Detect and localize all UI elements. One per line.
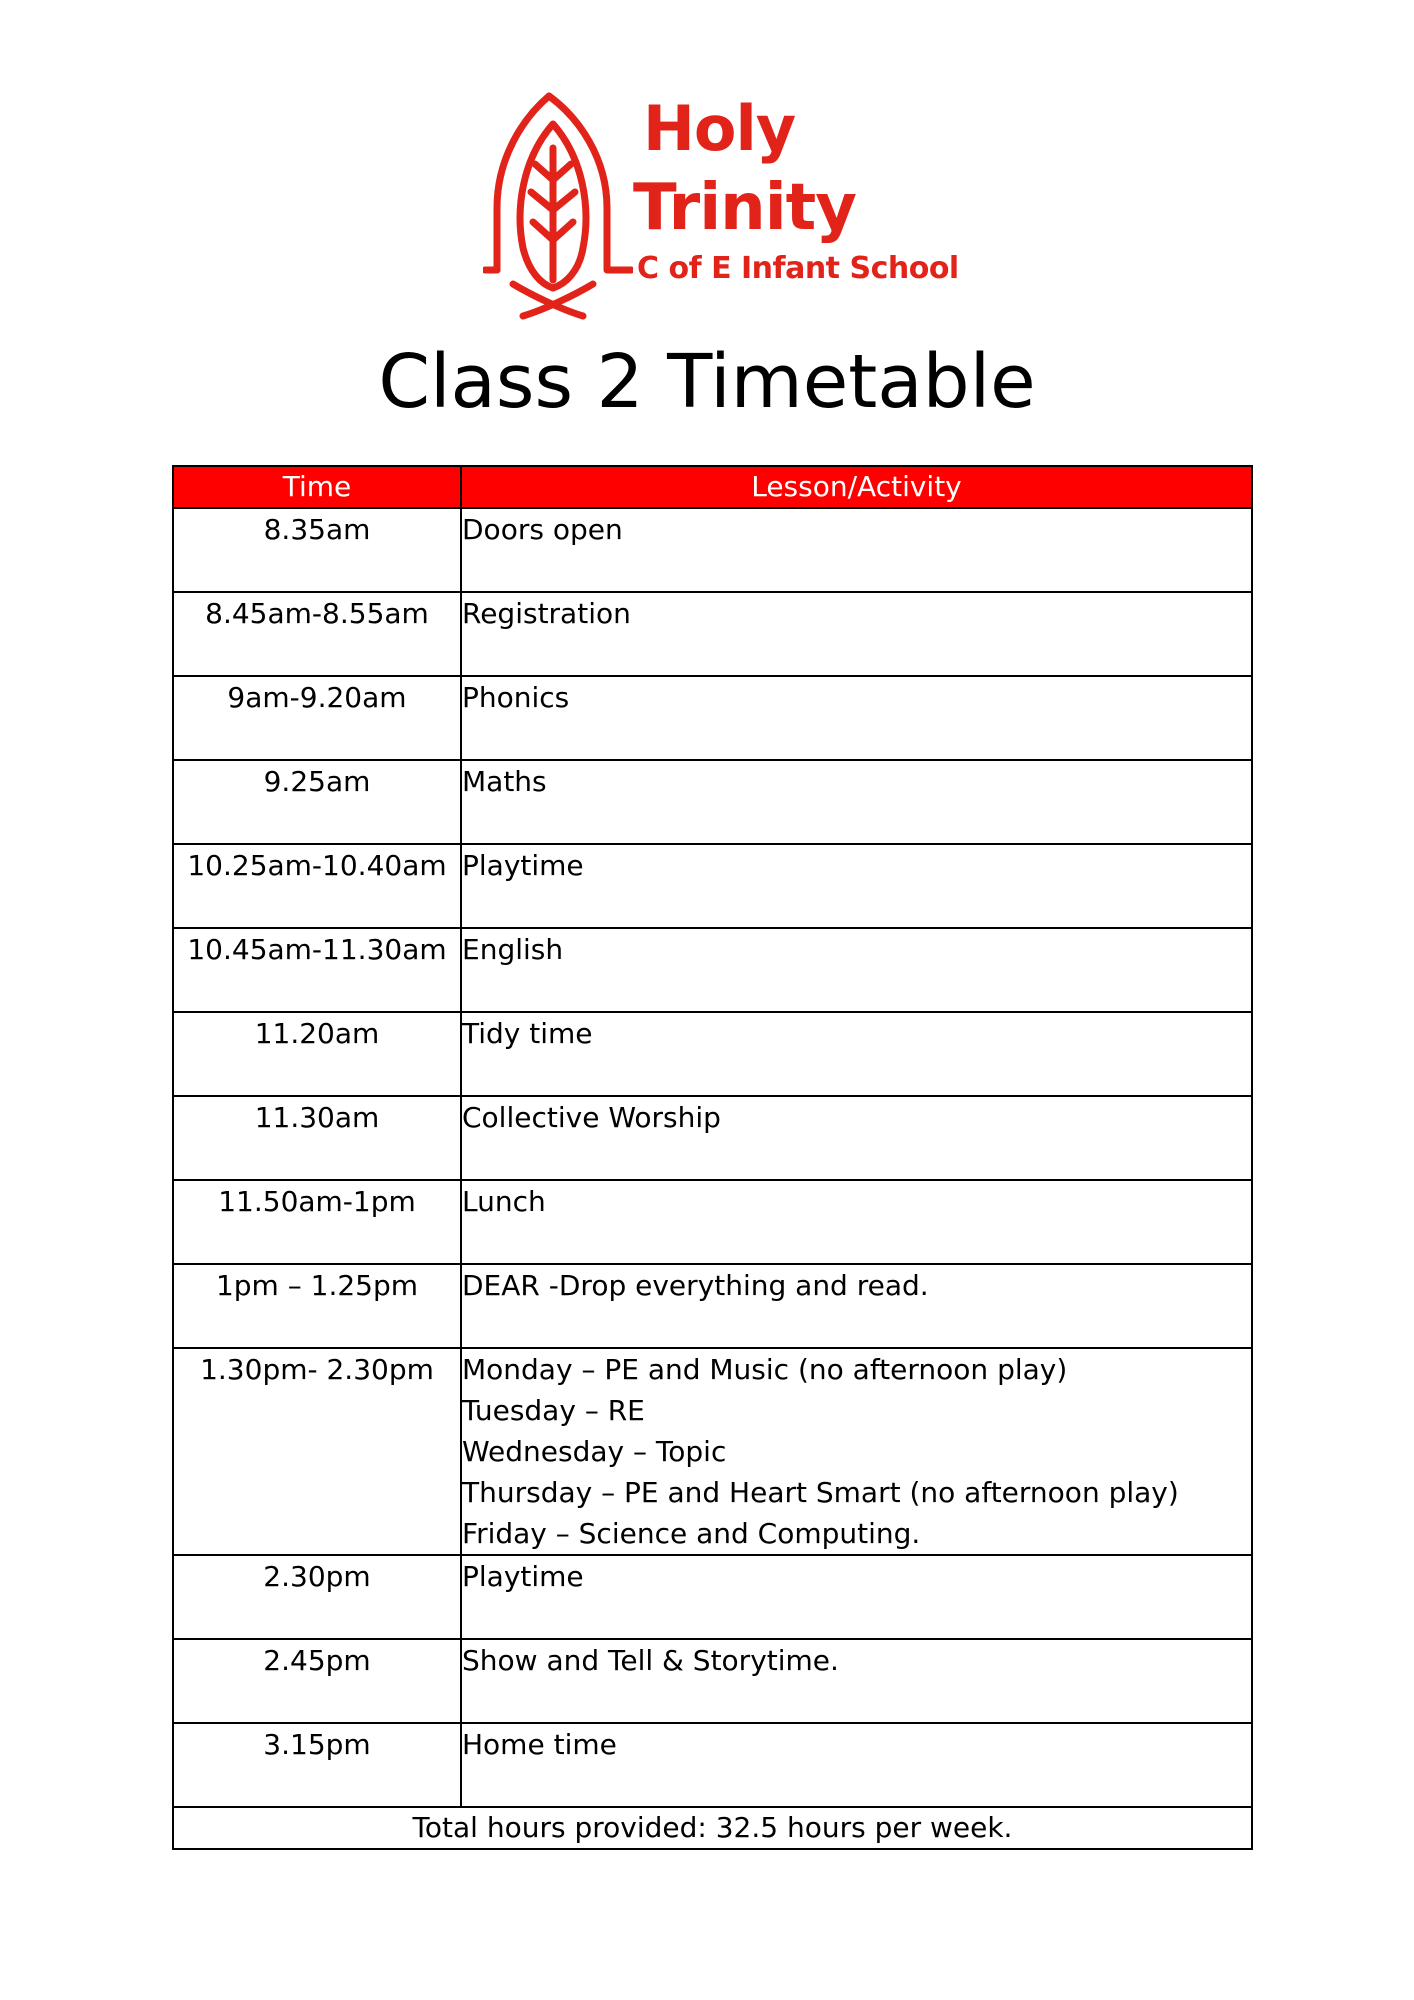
- activity-text: Collective Worship: [462, 1101, 721, 1134]
- table-row: [173, 1639, 1252, 1723]
- total-row: [173, 1807, 1252, 1849]
- logo-text-holy: Holy: [643, 92, 796, 165]
- time-cell: 10.25am-10.40am: [173, 844, 461, 928]
- activity-cell: [461, 928, 1252, 1012]
- activity-cell: [461, 1348, 1252, 1555]
- table-row: [173, 1096, 1252, 1180]
- table-row: [173, 592, 1252, 676]
- table-header-row: [173, 466, 1252, 508]
- activity-cell: [461, 1264, 1252, 1348]
- time-cell: 8.45am-8.55am: [173, 592, 461, 676]
- activity-cell: [461, 760, 1252, 844]
- activity-cell: [461, 1555, 1252, 1639]
- activity-cell: [461, 1639, 1252, 1723]
- activity-cell: [461, 1096, 1252, 1180]
- table-row: [173, 928, 1252, 1012]
- activity-text: Tidy time: [462, 1017, 593, 1050]
- activity-text-monday: Monday – PE and Music (no afternoon play): [462, 1353, 1068, 1386]
- table-row: [173, 1180, 1252, 1264]
- time-cell: 1pm – 1.25pm: [173, 1264, 461, 1348]
- logo-text-school: C of E Infant School: [637, 251, 959, 286]
- activity-text: Playtime: [462, 1560, 584, 1593]
- time-cell: 9.25am: [173, 760, 461, 844]
- activity-text: Maths: [462, 765, 547, 798]
- activity-text-thursday: Thursday – PE and Heart Smart (no afternoon play): [462, 1476, 1179, 1509]
- time-cell: 8.35am: [173, 508, 461, 592]
- table-row: [173, 1012, 1252, 1096]
- column-header-activity: Lesson/Activity: [461, 466, 1252, 508]
- time-cell: 10.45am-11.30am: [173, 928, 461, 1012]
- activity-text: Home time: [462, 1728, 617, 1761]
- activity-text-friday: Friday – Science and Computing.: [462, 1517, 921, 1550]
- activity-cell: [461, 592, 1252, 676]
- time-cell: 2.45pm: [173, 1639, 461, 1723]
- time-cell: 1.30pm- 2.30pm: [173, 1348, 461, 1555]
- activity-text: Lunch: [462, 1185, 546, 1218]
- total-hours-text: Total hours provided: 32.5 hours per week.: [173, 1807, 1252, 1849]
- activity-cell: [461, 676, 1252, 760]
- table-row: [173, 760, 1252, 844]
- table-row: [173, 676, 1252, 760]
- table-row: [173, 844, 1252, 928]
- activity-text: Doors open: [462, 513, 623, 546]
- time-cell: 11.30am: [173, 1096, 461, 1180]
- time-cell: 3.15pm: [173, 1723, 461, 1807]
- leaf-cross-icon: [483, 88, 633, 320]
- activity-text-wednesday: Wednesday – Topic: [462, 1435, 727, 1468]
- time-cell: 11.50am-1pm: [173, 1180, 461, 1264]
- activity-text: DEAR -Drop everything and read.: [462, 1269, 929, 1302]
- table-row: [173, 1348, 1252, 1555]
- page-title: Class 2 Timetable: [378, 339, 1036, 425]
- activity-text: Registration: [462, 597, 631, 630]
- activity-cell: [461, 508, 1252, 592]
- activity-cell: [461, 1180, 1252, 1264]
- table-row: [173, 1555, 1252, 1639]
- school-logo: [483, 88, 959, 320]
- table-row: [173, 1264, 1252, 1348]
- timetable: [172, 465, 1253, 1850]
- activity-text: English: [462, 933, 564, 966]
- logo-text-trinity: Trinity: [633, 171, 856, 245]
- time-cell: 2.30pm: [173, 1555, 461, 1639]
- activity-text-tuesday: Tuesday – RE: [462, 1394, 645, 1427]
- time-cell: 11.20am: [173, 1012, 461, 1096]
- activity-cell: [461, 844, 1252, 928]
- activity-text: Phonics: [462, 681, 570, 714]
- activity-text: Show and Tell & Storytime.: [462, 1644, 839, 1677]
- activity-text: Playtime: [462, 849, 584, 882]
- activity-cell: [461, 1723, 1252, 1807]
- table-row: [173, 1723, 1252, 1807]
- table-row: [173, 508, 1252, 592]
- time-cell: 9am-9.20am: [173, 676, 461, 760]
- column-header-time: Time: [173, 466, 461, 508]
- activity-cell: [461, 1012, 1252, 1096]
